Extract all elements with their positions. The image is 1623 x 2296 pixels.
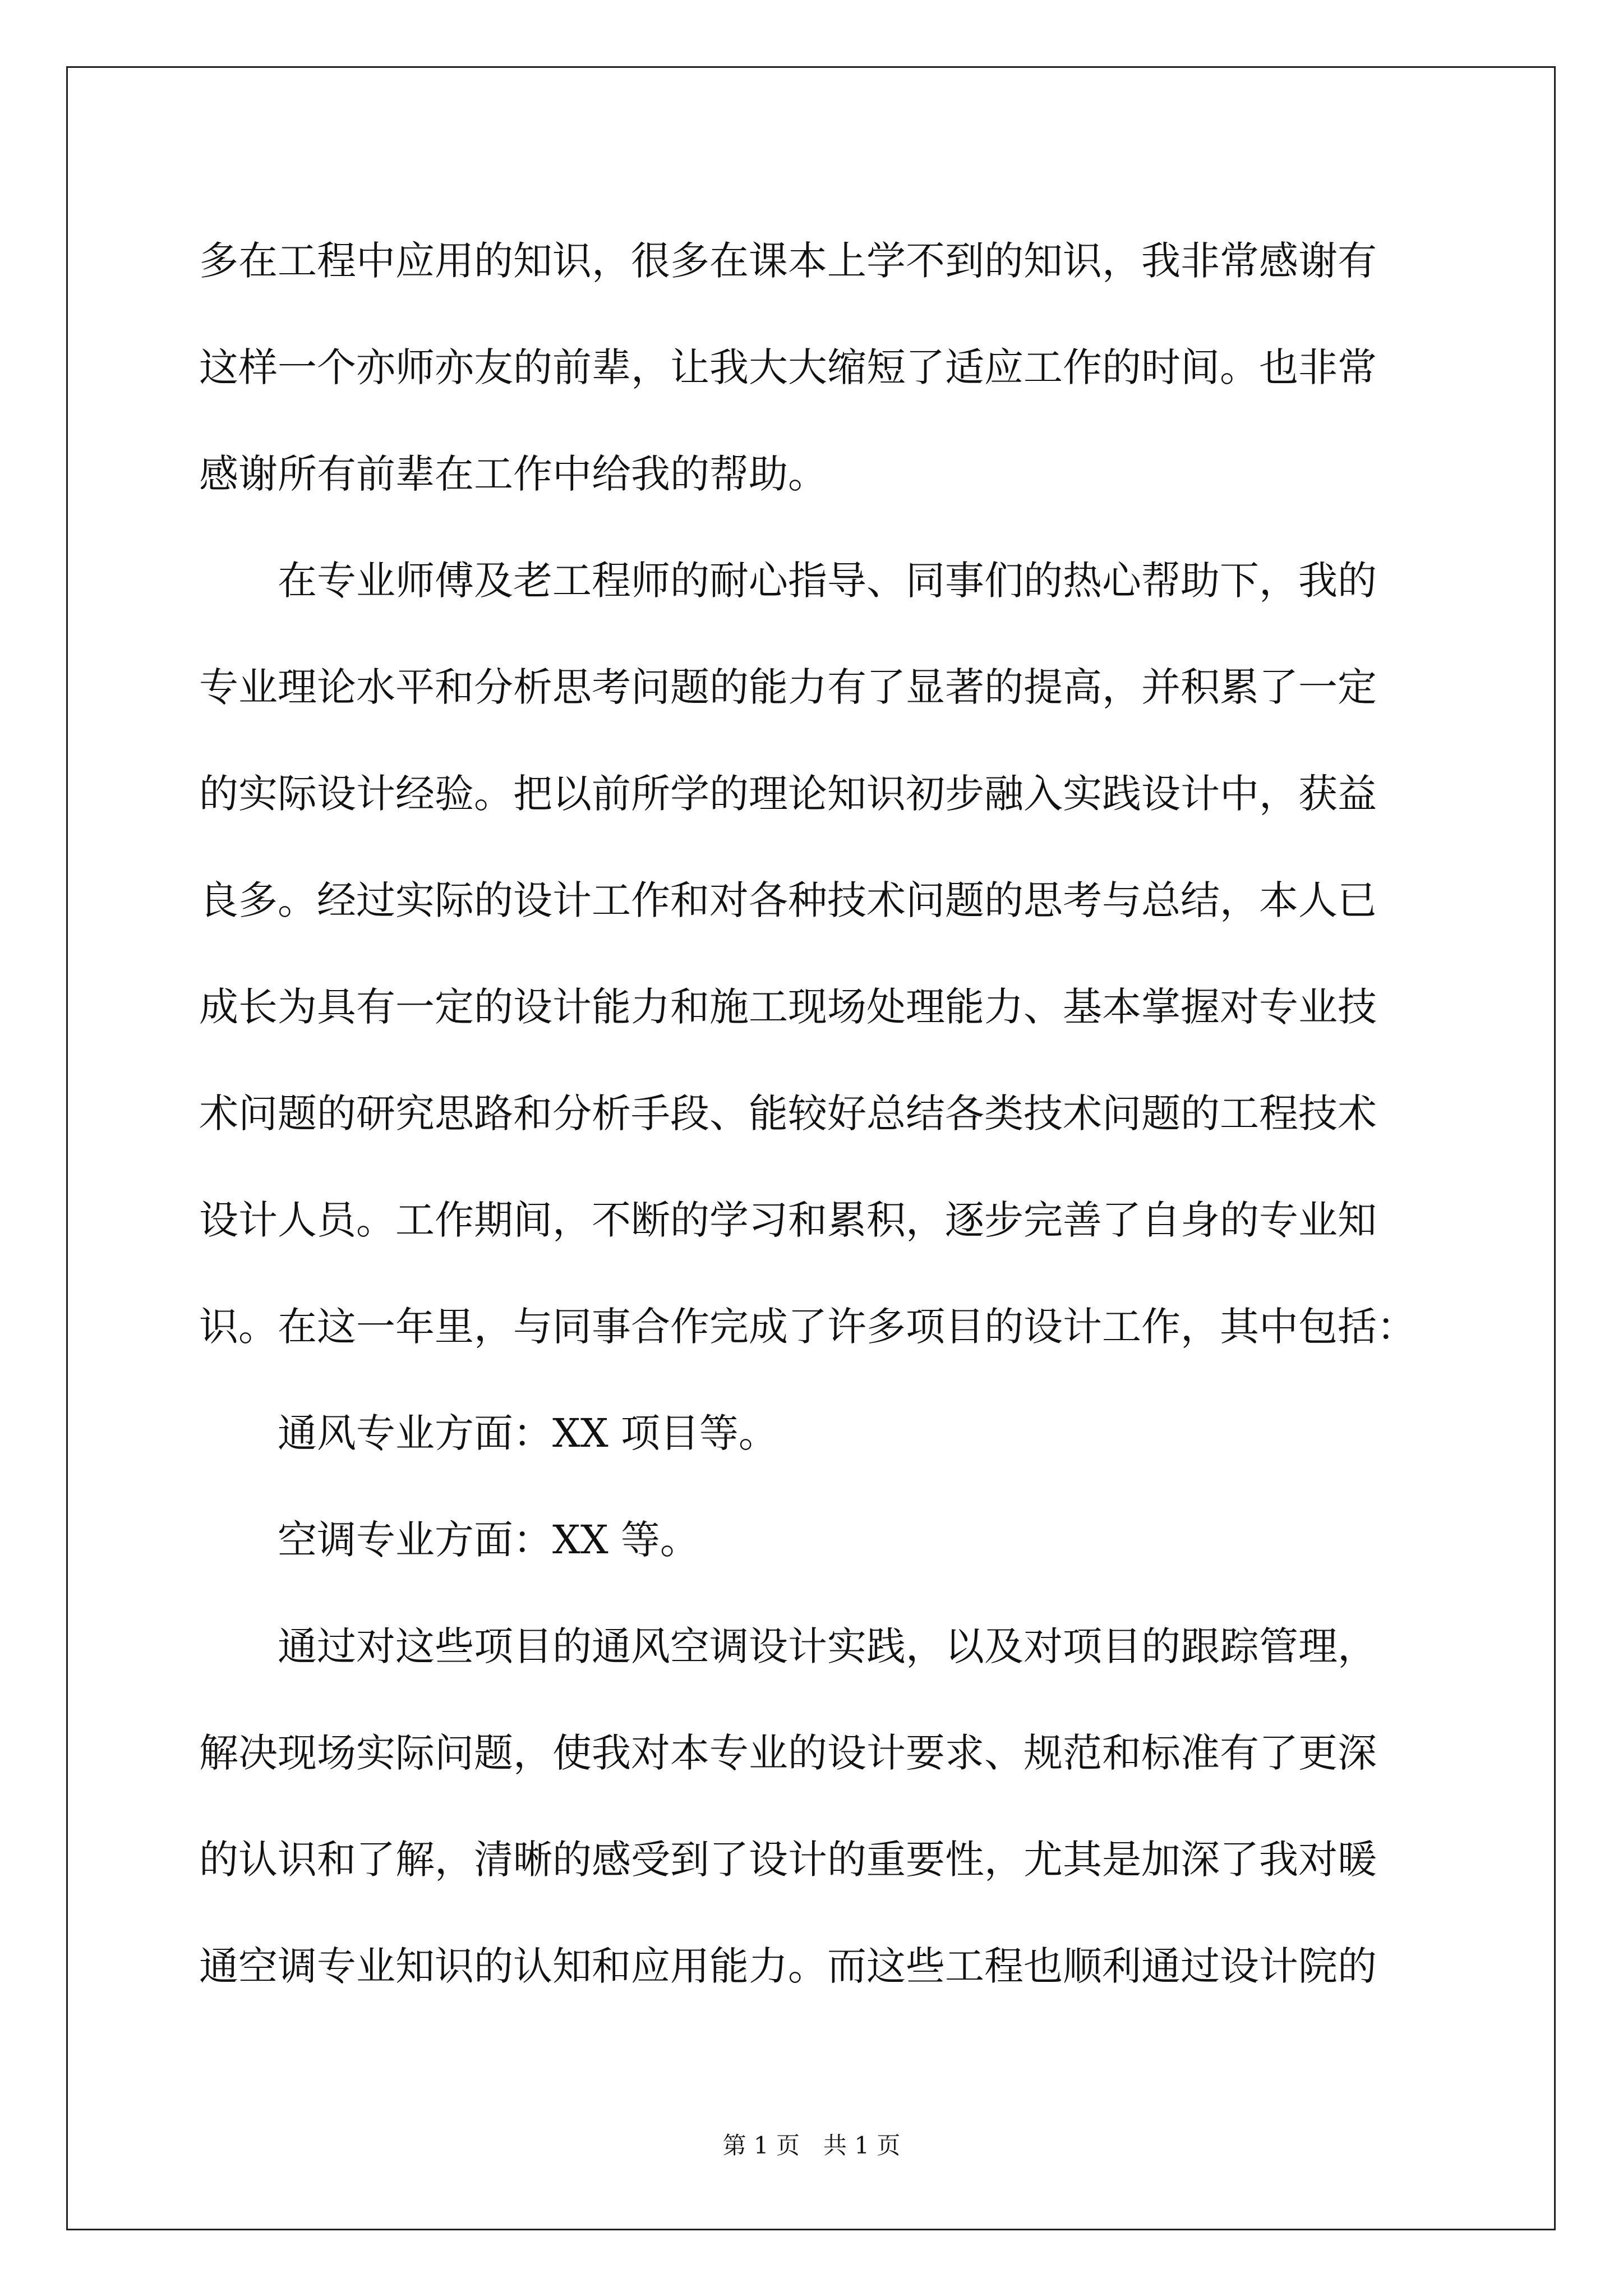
text-line: 识。在这一年里，与同事合作完成了许多项目的设计工作，其中包括： bbox=[199, 1304, 1416, 1350]
text-line: 设计人员。工作期间，不断的学习和累积，逐步完善了自身的专业知 bbox=[199, 1197, 1377, 1243]
text-line: 在专业师傅及老工程师的耐心指导、同事们的热心帮助下，我的 bbox=[199, 558, 1377, 604]
text-line: 通空调专业知识的认知和应用能力。而这些工程也顺利通过设计院的 bbox=[199, 1943, 1377, 1989]
text-line: 专业理论水平和分析思考问题的能力有了显著的提高，并积累了一定 bbox=[199, 664, 1377, 710]
text-line: 的实际设计经验。把以前所学的理论知识初步融入实践设计中，获益 bbox=[199, 771, 1377, 817]
text-line: 的认识和了解，清晰的感受到了设计的重要性，尤其是加深了我对暖 bbox=[199, 1837, 1377, 1883]
body-text bbox=[199, 208, 1433, 2019]
page-footer: 第 1 页 共 1 页 bbox=[722, 2132, 901, 2159]
text-line: 成长为具有一定的设计能力和施工现场处理能力、基本掌握对专业技 bbox=[199, 984, 1377, 1030]
text-line: 这样一个亦师亦友的前辈，让我大大缩短了适应工作的时间。也非常 bbox=[199, 344, 1377, 390]
text-line: 感谢所有前辈在工作中给我的帮助。 bbox=[199, 451, 827, 497]
text-line: 术问题的研究思路和分析手段、能较好总结各类技术问题的工程技术 bbox=[199, 1091, 1377, 1137]
text-line: 良多。经过实际的设计工作和对各种技术问题的思考与总结，本人已 bbox=[199, 877, 1377, 923]
text-line: 解决现场实际问题，使我对本专业的设计要求、规范和标准有了更深 bbox=[199, 1730, 1377, 1776]
text-line: 通风专业方面：XX 项目等。 bbox=[199, 1410, 778, 1456]
text-line: 多在工程中应用的知识，很多在课本上学不到的知识，我非常感谢有 bbox=[199, 238, 1377, 284]
text-line: 空调专业方面：XX 等。 bbox=[199, 1517, 699, 1563]
text-line: 通过对这些项目的通风空调设计实践，以及对项目的跟踪管理， bbox=[199, 1623, 1377, 1669]
